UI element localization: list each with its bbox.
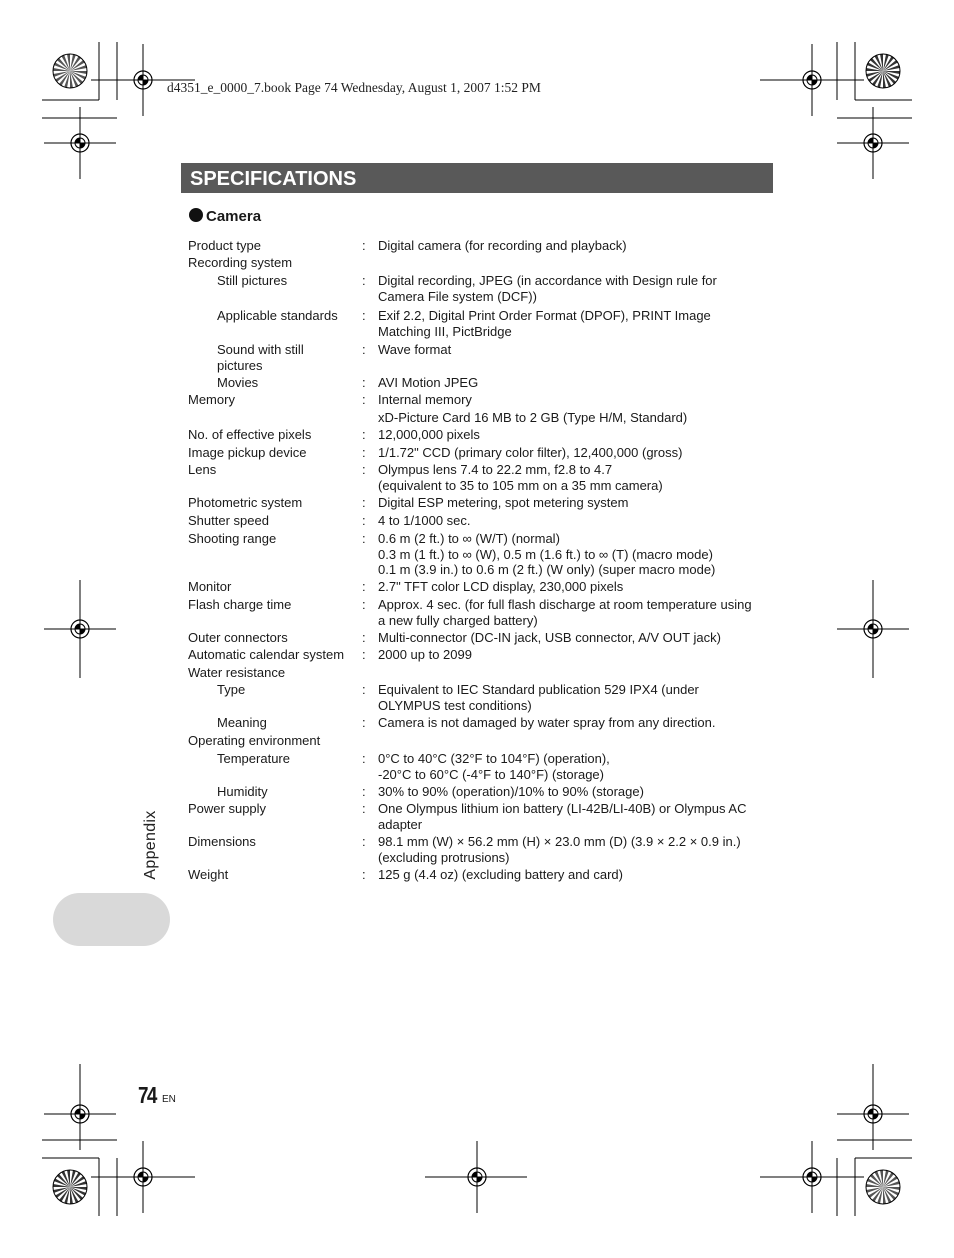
section-heading-text: Camera	[206, 208, 262, 225]
spec-value: 1/1.72" CCD (primary color filter), 12,400,000 (gross)	[378, 445, 683, 460]
spec-value: One Olympus lithium ion battery (LI-42B/LI-40B) or Olympus AC	[378, 801, 747, 816]
spec-value: Multi-connector (DC-IN jack, USB connector, A/V OUT jack)	[378, 630, 721, 645]
spec-label: Power supply	[188, 801, 267, 816]
spec-colon: :	[362, 495, 366, 510]
spec-colon: :	[362, 867, 366, 882]
spec-colon: :	[362, 579, 366, 594]
spec-label: Photometric system	[188, 495, 303, 510]
spec-value: 98.1 mm (W) × 56.2 mm (H) × 23.0 mm (D) (3.9 × 2.2 × 0.9 in.)	[378, 834, 741, 849]
spec-label: Shooting range	[188, 531, 277, 546]
spec-colon: :	[362, 342, 366, 357]
spec-value: Digital recording, JPEG (in accordance with Design rule for	[378, 273, 717, 288]
spec-value: 125 g (4.4 oz) (excluding battery and card)	[378, 867, 623, 882]
spec-label: Outer connectors	[188, 630, 288, 645]
spec-value: 2.7" TFT color LCD display, 230,000 pixels	[378, 579, 624, 594]
spec-colon: :	[362, 427, 366, 442]
spec-label: Monitor	[188, 579, 232, 594]
page-number: 74	[138, 1082, 156, 1108]
spec-value: (equivalent to 35 to 105 mm on a 35 mm camera)	[378, 477, 663, 493]
spec-value: 0.3 m (1 ft.) to ∞ (W), 0.5 m (1.6 ft.) to ∞ (T) (macro mode)	[378, 546, 713, 562]
spec-label: Type	[217, 682, 246, 697]
spec-label: Dimensions	[188, 834, 256, 849]
spec-label: Lens	[188, 462, 217, 477]
spec-colon: :	[362, 801, 366, 816]
spec-colon: :	[362, 597, 366, 612]
spec-colon: :	[362, 308, 366, 323]
spec-label: Temperature	[217, 751, 290, 766]
spec-label: Sound with still	[217, 342, 304, 357]
spec-label: No. of effective pixels	[188, 427, 312, 442]
spec-label: Shutter speed	[188, 513, 269, 528]
spec-label: Still pictures	[217, 273, 288, 288]
spec-label: Movies	[217, 375, 259, 390]
spec-value: Wave format	[378, 342, 452, 357]
spec-value: adapter	[378, 816, 423, 832]
spec-value: Matching III, PictBridge	[378, 323, 512, 339]
appendix-side-label: Appendix	[142, 810, 159, 880]
spec-label: Applicable standards	[217, 308, 338, 323]
spec-label-continued: pictures	[217, 357, 263, 373]
spec-colon: :	[362, 513, 366, 528]
bullet-icon	[189, 208, 203, 222]
spec-colon: :	[362, 834, 366, 849]
spec-value: xD-Picture Card 16 MB to 2 GB (Type H/M, Standard)	[378, 410, 688, 425]
spec-colon: :	[362, 784, 366, 799]
spec-value: Camera File system (DCF))	[378, 288, 537, 304]
spec-label: Product type	[188, 238, 261, 253]
spec-colon: :	[362, 462, 366, 477]
spec-value: Exif 2.2, Digital Print Order Format (DPOF), PRINT Image	[378, 308, 711, 323]
spec-label: Recording system	[188, 255, 293, 270]
spec-value: Digital ESP metering, spot metering system	[378, 495, 629, 510]
spec-label: Image pickup device	[188, 445, 307, 460]
page-title: SPECIFICATIONS	[181, 163, 773, 193]
star-target-icon	[866, 54, 900, 88]
spec-colon: :	[362, 531, 366, 546]
spec-value: Equivalent to IEC Standard publication 529 IPX4 (under	[378, 682, 699, 697]
spec-value: 2000 up to 2099	[378, 647, 472, 662]
spec-value: Camera is not damaged by water spray from any direction.	[378, 715, 716, 730]
spec-label: Flash charge time	[188, 597, 292, 612]
spec-colon: :	[362, 715, 366, 730]
spec-value: 0.6 m (2 ft.) to ∞ (W/T) (normal)	[378, 531, 560, 546]
spec-label: Automatic calendar system	[188, 647, 345, 662]
star-target-icon	[53, 1170, 87, 1204]
spec-colon: :	[362, 445, 366, 460]
book-header-line: d4351_e_0000_7.book Page 74 Wednesday, August 1, 2007 1:52 PM	[167, 80, 541, 95]
spec-colon: :	[362, 682, 366, 697]
spec-value: 4 to 1/1000 sec.	[378, 513, 471, 528]
spec-value: 12,000,000 pixels	[378, 427, 480, 442]
spec-value: -20°C to 60°C (-4°F to 140°F) (storage)	[378, 766, 604, 782]
spec-value: a new fully charged battery)	[378, 612, 538, 628]
spec-value: 30% to 90% (operation)/10% to 90% (storage)	[378, 784, 644, 799]
spec-value: Internal memory	[378, 392, 472, 407]
spec-value: (excluding protrusions)	[378, 849, 510, 865]
spec-value: Approx. 4 sec. (for full flash discharge at room temperature using	[378, 597, 752, 612]
page-language: EN	[162, 1094, 176, 1105]
spec-label: Water resistance	[188, 665, 286, 680]
spec-value: Digital camera (for recording and playback)	[378, 238, 627, 253]
spec-colon: :	[362, 647, 366, 662]
spec-colon: :	[362, 238, 366, 253]
spec-value: AVI Motion JPEG	[378, 375, 479, 390]
spec-label: Memory	[188, 392, 235, 407]
spec-colon: :	[362, 375, 366, 390]
spec-value: OLYMPUS test conditions)	[378, 697, 532, 713]
spec-value: 0°C to 40°C (32°F to 104°F) (operation),	[378, 751, 610, 766]
spec-value: 0.1 m (3.9 in.) to 0.6 m (2 ft.) (W only) (super macro mode)	[378, 562, 716, 577]
spec-label: Operating environment	[188, 733, 321, 748]
spec-label: Weight	[188, 867, 229, 882]
spec-label: Meaning	[217, 715, 267, 730]
spec-colon: :	[362, 273, 366, 288]
spec-colon: :	[362, 751, 366, 766]
spec-colon: :	[362, 630, 366, 645]
spec-value: Olympus lens 7.4 to 22.2 mm, f2.8 to 4.7	[378, 462, 613, 477]
appendix-tab	[53, 893, 170, 946]
spec-colon: :	[362, 392, 366, 407]
spec-label: Humidity	[217, 784, 268, 799]
star-target-icon	[53, 54, 87, 88]
section-heading	[189, 208, 261, 225]
star-target-icon	[866, 1170, 900, 1204]
